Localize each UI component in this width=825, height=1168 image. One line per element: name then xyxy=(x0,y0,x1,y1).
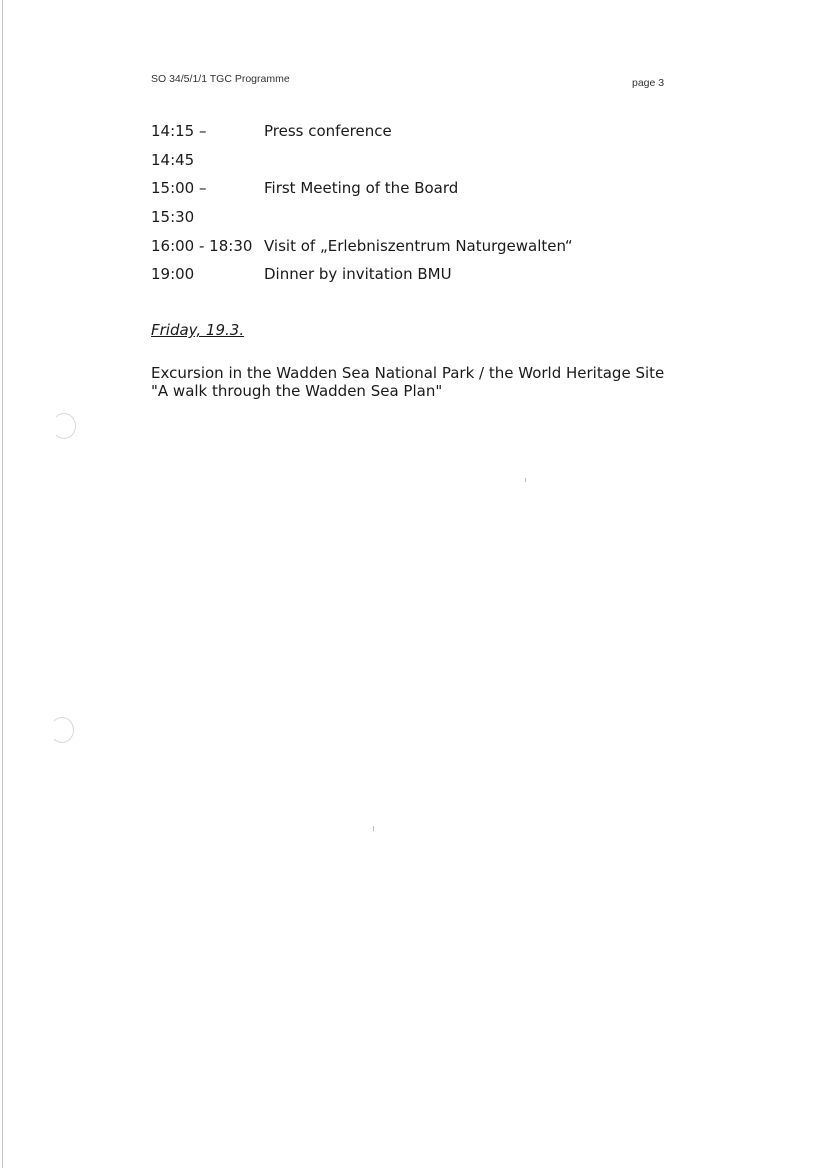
schedule-event: Press conference xyxy=(264,122,392,140)
scan-speck xyxy=(525,478,526,482)
punch-hole-mark xyxy=(50,717,74,743)
schedule-event: First Meeting of the Board xyxy=(264,179,459,198)
schedule-time: 15:00 – xyxy=(151,179,207,198)
schedule-time: 14:45 xyxy=(151,150,195,169)
punch-hole-mark xyxy=(52,413,76,439)
schedule-time: 19:00 xyxy=(151,265,195,284)
schedule-time: 15:30 xyxy=(151,208,195,227)
schedule-time: 16:00 - 18:30 xyxy=(151,236,253,255)
excursion-line: "A walk through the Wadden Sea Plan" xyxy=(151,382,443,400)
schedule-event: Dinner by invitation BMU xyxy=(264,265,452,284)
schedule-event: Visit of „Erlebniszentrum Naturgewalten“ xyxy=(264,236,573,255)
friday-heading: Friday, 19.3. xyxy=(151,321,245,339)
page-number: page 3 xyxy=(632,77,665,89)
excursion-line: Excursion in the Wadden Sea National Park / the World Heritage Site xyxy=(151,364,665,382)
excursion-description xyxy=(151,364,664,400)
page-edge xyxy=(2,0,3,1168)
schedule-time: 14:15 – xyxy=(151,122,207,140)
document-reference: SO 34/5/1/1 TGC Programme xyxy=(151,73,290,85)
scan-speck xyxy=(373,826,374,831)
